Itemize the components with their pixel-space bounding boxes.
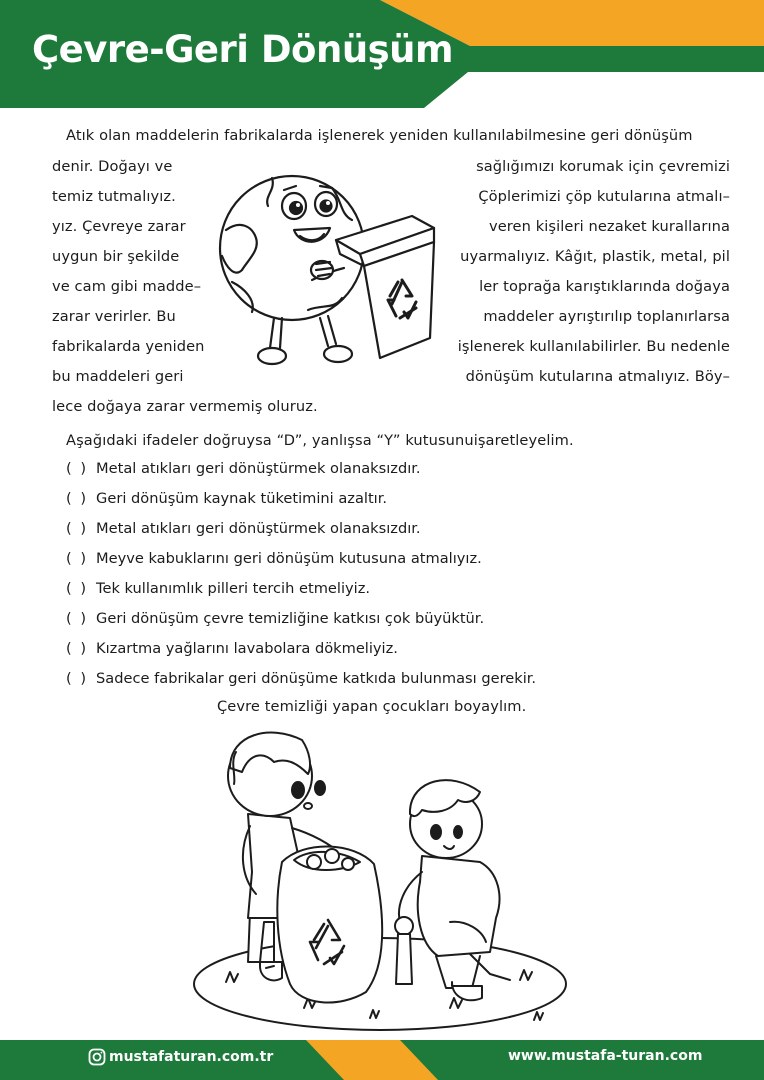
header-banner	[0, 0, 764, 110]
answer-box[interactable]: ( )	[66, 520, 89, 537]
paragraph-right-line: veren kişileri nezaket kurallarına	[488, 218, 730, 235]
paragraph-left-line: temiz tutmalıyız.	[52, 188, 176, 205]
paragraph-left-line: fabrikalarda yeniden	[52, 338, 205, 355]
paragraph-left-line: zarar verirler. Bu	[52, 308, 176, 325]
paragraph-right-line: maddeler ayrıştırılıp toplanırlarsa	[483, 308, 730, 325]
paragraph-right-line: işlenerek kullanılabilirler. Bu nedenle	[457, 338, 730, 355]
instagram-icon	[88, 1048, 106, 1066]
true-false-item	[66, 640, 398, 657]
question-text: Geri dönüşüm kaynak tüketimini azaltır.	[96, 490, 388, 507]
paragraph-right-line: Çöplerimizi çöp kutularına atmalı–	[478, 188, 730, 205]
answer-box[interactable]: ( )	[66, 640, 89, 657]
true-false-item	[66, 460, 421, 477]
answer-box[interactable]: ( )	[66, 460, 89, 477]
question-text: Metal atıkları geri dönüştürmek olanaksızdır.	[96, 460, 421, 477]
paragraph-right-line: sağlığımızı korumak için çevremizi	[476, 158, 730, 175]
answer-box[interactable]: ( )	[66, 580, 89, 597]
footer-website-link[interactable]: www.mustafa-turan.com	[508, 1048, 703, 1064]
true-false-item	[66, 550, 482, 567]
footer-social[interactable]	[88, 1048, 273, 1066]
kids-recycling-illustration[interactable]	[190, 722, 570, 1034]
question-text: Metal atıkları geri dönüştürmek olanaksızdır.	[96, 520, 421, 537]
true-false-item	[66, 520, 421, 537]
question-text: Tek kullanımlık pilleri tercih etmeliyiz.	[96, 580, 370, 597]
paragraph-left-line: ve cam gibi madde–	[52, 278, 202, 295]
instruction-text: Aşağıdaki ifadeler doğruysa “D”, yanlışsa “Y” kutusunuişaretleyelim.	[66, 432, 574, 449]
paragraph-left-line: uygun bir şekilde	[52, 248, 180, 265]
paragraph-line-1: Atık olan maddelerin fabrikalarda işlenerek yeniden kullanılabilmesine geri dönüşüm	[66, 127, 693, 144]
answer-box[interactable]: ( )	[66, 610, 89, 627]
true-false-item	[66, 580, 370, 597]
paragraph-left-line: bu maddeleri geri	[52, 368, 184, 385]
question-text: Kızartma yağlarını lavabolara dökmeliyiz.	[96, 640, 398, 657]
paragraph-right-line: ler toprağa karıştıklarında doğaya	[479, 278, 730, 295]
paragraph-last-line: lece doğaya zarar vermemiş oluruz.	[52, 398, 318, 415]
coloring-instruction: Çevre temizliği yapan çocukları boyaylım.	[217, 698, 527, 715]
paragraph-left-line: denir. Doğayı ve	[52, 158, 173, 175]
answer-box[interactable]: ( )	[66, 670, 89, 687]
question-text: Meyve kabuklarını geri dönüşüm kutusuna atmalıyız.	[96, 550, 482, 567]
question-text: Geri dönüşüm çevre temizliğine katkısı çok büyüktür.	[96, 610, 485, 627]
true-false-item	[66, 610, 484, 627]
answer-box[interactable]: ( )	[66, 550, 89, 567]
paragraph-left-line: yız. Çevreye zarar	[52, 218, 186, 235]
answer-box[interactable]: ( )	[66, 490, 89, 507]
social-handle: mustafaturan.com.tr	[109, 1049, 274, 1065]
true-false-item	[66, 670, 536, 687]
earth-recycle-illustration	[212, 170, 442, 378]
question-text: Sadece fabrikalar geri dönüşüme katkıda bulunması gerekir.	[96, 670, 537, 687]
true-false-item	[66, 490, 387, 507]
paragraph-right-line: uyarmalıyız. Kâğıt, plastik, metal, pil	[460, 248, 730, 265]
page-title: Çevre-Geri Dönüşüm	[32, 28, 454, 71]
paragraph-right-line: dönüşüm kutularına atmalıyız. Böy–	[465, 368, 730, 385]
